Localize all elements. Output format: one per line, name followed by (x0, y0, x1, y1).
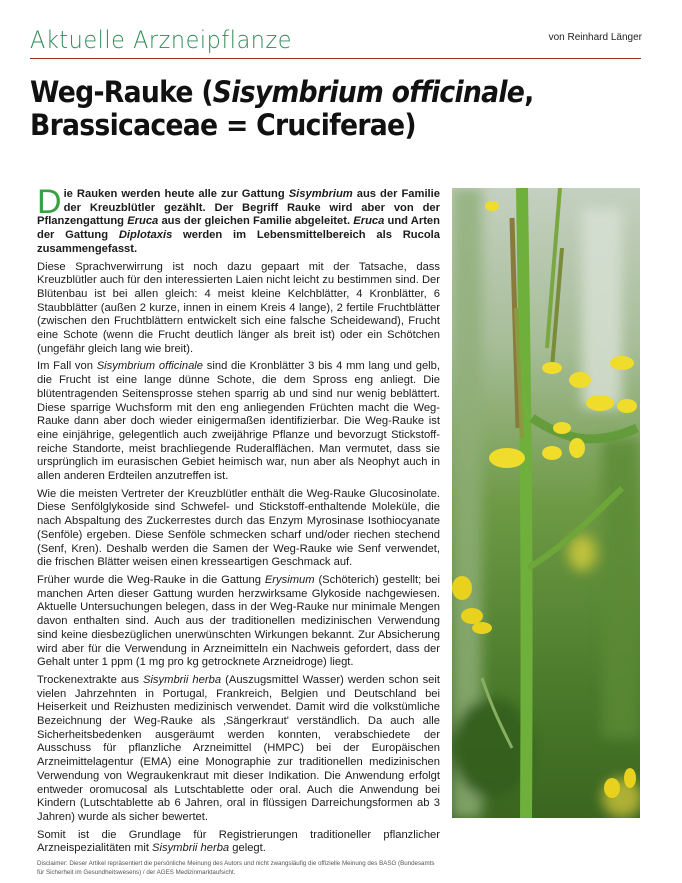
plant-photo (452, 188, 640, 818)
paragraph-3: Wie die meisten Vertreter der Kreuzblütler enthält die Weg-Rauke Glucosinolate. Diese Senfölglykoside sind Schwefel- und Stickstoff-enthaltende Moleküle, die nach Abspaltung des Zuckerrestes durch das Enzym Myrosinase Isothiocyanate (Senföle) ergeben. Diese Senföle schmecken scharf und/oder riechen stechend (Senf, Kren). Deshalb werden die Samen der Weg-Rauke wie Senf verwendet, die frischen Blätter weisen einen kresseartigen Geschmack auf. (37, 487, 440, 569)
lead-paragraph: Die Rauken werden heute alle zur Gattung Sisymbrium aus der Familie der Kreuzblütler gezählt. Der Begriff Rauke wird aber von der Pflanzengattung Eruca aus der gleichen Familie abgeleitet. Eruca und Arten der Gattung Diplotaxis werden im Lebensmittelbereich als Rucola zusammengefasst. (37, 183, 440, 255)
section-title: Aktuelle Arzneipflanze (30, 26, 293, 54)
paragraph-2: Im Fall von Sisymbrium officinale sind die Kronblätter 3 bis 4 mm lang und gelb, die Frucht ist eine lange dünne Schote, die dem Spross eng anliegt. Die blütentragenden Seitensprosse stehen sparrig ab und sind nur wenig beblättert. Diese sparrige Wuchsform mit den eng anliegenden Früchten macht die Weg-Rauke dann aber doch wieder einigermaßen identifizierbar. Die Weg-Rauke ist eine einjährige, gelegentlich auch zweijährige Pflanze und bevorzugt Stickstoff-reiche Standorte, meist brachliegende Ruderalflächen. Man vermutet, dass sie ursprünglich im eurasischen Gebiet heimisch war, nun aber als Neophyt auch in allen anderen Erdteilen anzutreffen ist. (37, 360, 440, 483)
article-body (37, 183, 440, 881)
paragraph-6: Somit ist die Grundlage für Registrierungen traditioneller pflanzlicher Arzneispezialitäten mit Sisymbrii herba gelegt. (37, 828, 440, 855)
headline-line-2: Brassicaceae = Cruciferae) (30, 108, 416, 142)
author-byline: von Reinhard Länger (548, 32, 642, 43)
article-headline (30, 76, 582, 142)
paragraph-1: Diese Sprachverwirrung ist noch dazu gepaart mit der Tatsache, dass Kreuzblütler auch für den interessierten Laien nicht leicht zu bestimmen sind. Der Blütenbau ist bei allen gleich: 4 meist kleine Kelchblätter, 4 Kronblätter, 6 Staubblätter (außen 2 kurze, innen in einem Kreis 4 lange), 2 fertile Fruchtblätter (zwischen den Fruchtblättern entwickelt sich eine falsche Scheidewand), Frucht eine Schote (wenn die Frucht deutlich länger als breit ist) oder ein Schötchen (ungefähr gleich lang wie breit). (37, 260, 440, 355)
plant-illustration (452, 188, 640, 818)
header-rule (30, 58, 641, 59)
headline-species: Sisymbrium officinale (212, 75, 525, 109)
paragraph-4: Früher wurde die Weg-Rauke in die Gattung Erysimum (Schöterich) gestellt; bei manchen Arten dieser Gattung wurden herzwirksame Glykoside nachgewiesen. Aktuelle Untersuchungen belegen, dass in der Weg-Rauke nur minimale Mengen davon enthalten sind. Auch aus der traditionellen medizinischen Verwendung sind keine diesbezüglichen unerwünschten Wirkungen bekannt. Zur Absicherung wird aber für die Verwendung in Arzneimitteln ein Nachweis gefordert, dass der Gehalt unter 1 ppm (1 mg pro kg getrocknete Arzneidroge) liegt. (37, 573, 440, 669)
headline-line-1: Weg-Rauke (Sisymbrium officinale, (30, 75, 534, 109)
paragraph-5: Trockenextrakte aus Sisymbrii herba (Auszugsmittel Wasser) werden schon seit vielen Jahrzehnten in Portugal, Frankreich, Belgien und Deutschland bei Heiserkeit und Reizhusten medizinisch verwendet. Damit wird die volkstümliche Bezeichnung der Weg-Rauke als ‚Sängerkraut' verständlich. Da auch alle Sicherheitsbedenken ausgeräumt werden konnten, verabschiedete der Ausschuss für pflanzliche Arzneimittel (HMPC) bei der Europäischen Arzneimittelagentur (EMA) eine Monographie zur traditionellen medizinischen Verwendung von Wegraukenkraut mit dieser Indikation. Die Anwendung erfolgt entweder oromucosal als Lutschtablette oder oral. Auch die Anwendung bei Kindern (Lutschtablette ab 6 Jahren, oral in flüssigen Darreichungsformen ab 3 Jahren) wurde als sicher bewertet. (37, 673, 440, 823)
drop-cap: D (37, 183, 62, 221)
disclaimer: Disclaimer: Dieser Artikel repräsentiert die persönliche Meinung des Autors und nicht zwangsläufig die offizielle Meinung des BASG (Bundesamts für Sicherheit im Gesundheitswesens) / der AGES Medizinmarktaufsicht. (37, 860, 435, 876)
